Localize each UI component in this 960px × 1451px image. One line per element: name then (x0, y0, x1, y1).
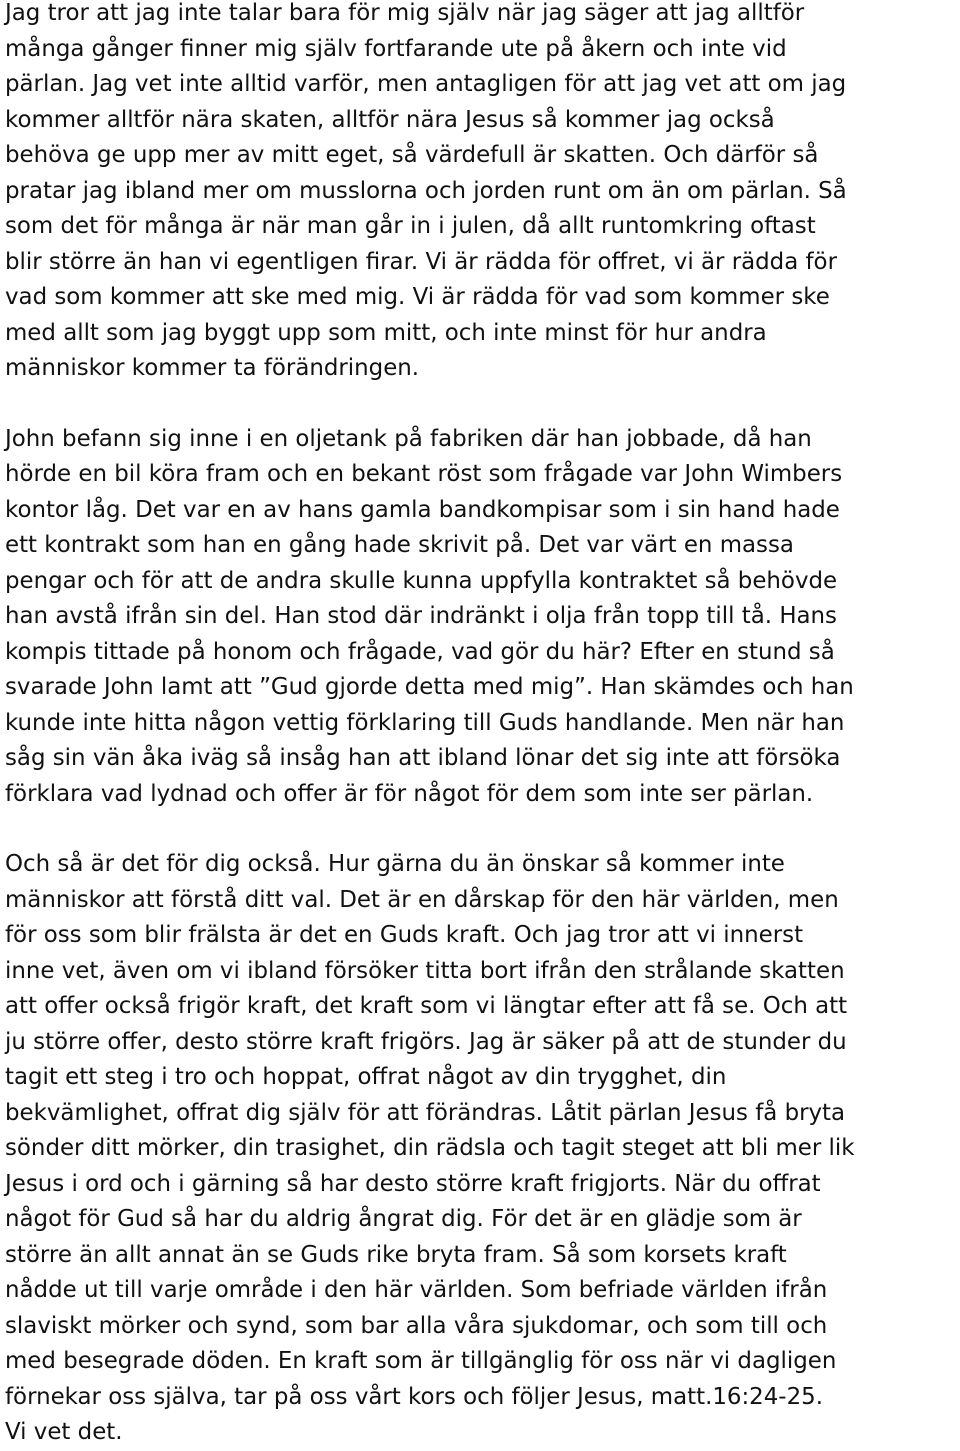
text-line: med allt som jag byggt upp som mitt, och inte minst för hur andra (5, 319, 767, 346)
text-line: pengar och för att de andra skulle kunna uppfylla kontraktet så behövde (5, 567, 838, 594)
text-line: som det för många är när man går in i julen, då allt runtomkring oftast (5, 213, 816, 239)
text-line: kunde inte hitta någon vettig förklaring till Guds handlande. Men när han (5, 709, 845, 736)
text-line: större än allt annat än se Guds rike bryta fram. Så som korsets kraft (5, 1241, 787, 1268)
text-line: förnekar oss själva, tar på oss vårt kors och följer Jesus, matt.16:24-25. (5, 1383, 823, 1410)
text-line: han avstå ifrån sin del. Han stod där indränkt i olja från topp till tå. Hans (5, 603, 837, 629)
text-line: kompis tittade på honom och frågade, vad gör du här? Efter en stund så (5, 638, 835, 665)
paragraph-2 (5, 422, 957, 813)
text-line: behöva ge upp mer av mitt eget, så värdefull är skatten. Och därför så (5, 142, 819, 168)
text-line: förklara vad lydnad och offer är för något för dem som inte ser pärlan. (5, 780, 814, 807)
text-line: svarade John lamt att ”Gud gjorde detta med mig”. Han skämdes och han (5, 674, 854, 700)
paragraph-1 (5, 0, 957, 387)
text-line: ett kontrakt som han en gång hade skrivit på. Det var värt en massa (5, 532, 794, 558)
text-line: kommer alltför nära skaten, alltför nära Jesus så kommer jag också (5, 106, 775, 133)
text-line: något för Gud så har du aldrig ångrat dig. För det är en glädje som är (5, 1206, 802, 1232)
text-line: människor kommer ta förändringen. (5, 355, 420, 381)
text-line: Vi vet det. (5, 1419, 123, 1445)
text-line: sönder ditt mörker, din trasighet, din rädsla och tagit steget att bli mer lik (5, 1135, 855, 1161)
text-line: nådde ut till varje område i den här världen. Som befriade världen ifrån (5, 1277, 828, 1303)
text-line: att offer också frigör kraft, det kraft som vi längtar efter att få se. Och att (5, 993, 848, 1019)
text-line: såg sin vän åka iväg så insåg han att ibland lönar det sig inte att försöka (5, 745, 841, 771)
text-line: för oss som blir frälsta är det en Guds kraft. Och jag tror att vi innerst (5, 922, 804, 948)
text-line: blir större än han vi egentligen firar. Vi är rädda för offret, vi är rädda för (5, 248, 837, 275)
text-line: Och så är det för dig också. Hur gärna du än önskar så kommer inte (5, 851, 785, 877)
text-line: tagit ett steg i tro och hoppat, offrat något av din trygghet, din (5, 1064, 727, 1090)
text-line: människor att förstå ditt val. Det är en dårskap för den här världen, men (5, 886, 839, 913)
text-line: John befann sig inne i en oljetank på fabriken där han jobbade, då han (5, 425, 812, 452)
text-line: slaviskt mörker och synd, som bar alla våra sjukdomar, och som till och (5, 1312, 828, 1339)
text-line: många gånger finner mig själv fortfarande ute på åkern och inte vid (5, 35, 787, 62)
text-line: pärlan. Jag vet inte alltid varför, men antagligen för att jag vet att om jag (5, 71, 847, 97)
text-line: hörde en bil köra fram och en bekant röst som frågade var John Wimbers (5, 461, 843, 487)
text-line: pratar jag ibland mer om musslorna och jorden runt om än om pärlan. Så (5, 177, 847, 204)
document-page (5, 0, 957, 1451)
paragraph-3 (5, 847, 957, 1451)
text-line: med besegrade döden. En kraft som är tillgänglig för oss när vi dagligen (5, 1348, 837, 1374)
text-line: vad som kommer att ske med mig. Vi är rädda för vad som kommer ske (5, 284, 830, 310)
text-line: kontor låg. Det var en av hans gamla bandkompisar som i sin hand hade (5, 496, 840, 523)
text-line: Jesus i ord och i gärning så har desto större kraft frigjorts. När du offrat (5, 1170, 821, 1197)
text-line: Jag tror att jag inte talar bara för mig själv när jag säger att jag alltför (5, 0, 805, 26)
text-line: ju större offer, desto större kraft frigörs. Jag är säker på att de stunder du (5, 1028, 847, 1055)
text-line: bekvämlighet, offrat dig själv för att förändras. Låtit pärlan Jesus få bryta (5, 1099, 846, 1126)
text-line: inne vet, även om vi ibland försöker titta bort ifrån den strålande skatten (5, 957, 845, 984)
